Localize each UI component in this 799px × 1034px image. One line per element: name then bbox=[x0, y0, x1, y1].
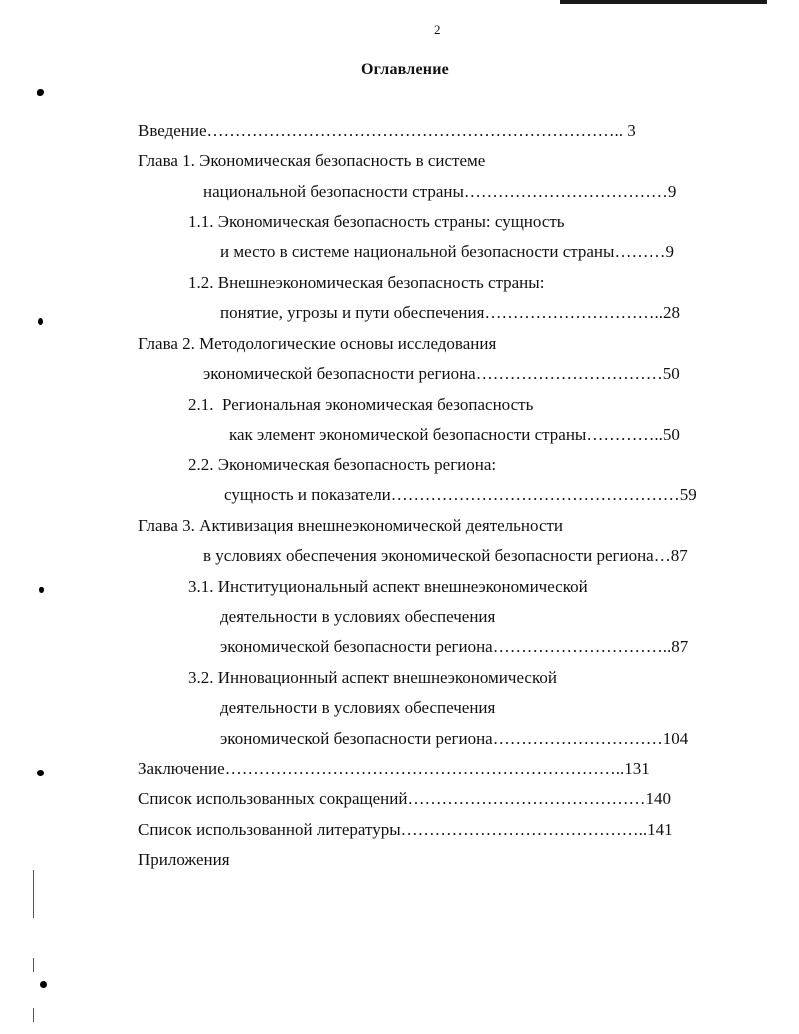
top-edge-rule bbox=[560, 0, 767, 4]
toc-entry-section-2-1-line-2: как элемент экономической безопасности страны…………..50 bbox=[229, 425, 680, 444]
toc-entry-chapter-3-line-1: Глава 3. Активизация внешнеэкономической деятельности bbox=[138, 516, 564, 535]
page-number: 2 bbox=[434, 22, 441, 37]
toc-entry-section-1-1-line-1: 1.1. Экономическая безопасность страны: сущность bbox=[188, 212, 565, 231]
toc-entry-section-1-1-line-2: и место в системе национальной безопасности страны………9 bbox=[220, 242, 674, 261]
page-title: Оглавление bbox=[361, 61, 449, 78]
toc-entry-section-3-2-line-2: деятельности в условиях обеспечения bbox=[220, 698, 496, 717]
scan-speck bbox=[37, 89, 44, 96]
toc-entry-section-2-1-line-1: 2.1. Региональная экономическая безопасность bbox=[188, 395, 534, 414]
scan-edge-line bbox=[33, 870, 34, 918]
toc-entry-references: Список использованной литературы……………………………………..141 bbox=[138, 820, 673, 839]
toc-entry-abbreviations: Список использованных сокращений……………………………………140 bbox=[138, 789, 671, 808]
scan-speck bbox=[40, 981, 47, 988]
toc-entry-section-3-2-line-1: 3.2. Инновационный аспект внешнеэкономической bbox=[188, 668, 557, 687]
toc-entry-chapter-2-line-2: экономической безопасности региона……………………………50 bbox=[203, 364, 680, 383]
toc-entry-section-1-2-line-2: понятие, угрозы и пути обеспечения…………………………..28 bbox=[220, 303, 680, 322]
scan-speck bbox=[39, 587, 44, 593]
toc-entry-conclusion: Заключение……………………………………………………………..131 bbox=[138, 759, 650, 778]
toc-entry-section-2-2-line-1: 2.2. Экономическая безопасность региона: bbox=[188, 455, 497, 474]
scan-edge-line bbox=[33, 1008, 34, 1022]
toc-entry-section-3-1-line-2: деятельности в условиях обеспечения bbox=[220, 607, 496, 626]
toc-entry-section-3-1-line-1: 3.1. Институциональный аспект внешнеэкономической bbox=[188, 577, 588, 596]
scan-edge-line bbox=[33, 958, 34, 972]
toc-entry-chapter-2-line-1: Глава 2. Методологические основы исследования bbox=[138, 334, 497, 353]
toc-entry-chapter-3-line-2: в условиях обеспечения экономической безопасности региона…87 bbox=[203, 546, 688, 565]
toc-entry-section-1-2-line-1: 1.2. Внешнеэкономическая безопасность страны: bbox=[188, 273, 545, 292]
toc-entry-chapter-1-line-1: Глава 1. Экономическая безопасность в системе bbox=[138, 151, 486, 170]
toc-entry-chapter-1-line-2: национальной безопасности страны………………………………9 bbox=[203, 182, 677, 201]
toc-entry-section-3-1-line-3: экономической безопасности региона…………………………..87 bbox=[220, 637, 689, 656]
toc-entry-appendices: Приложения bbox=[138, 850, 230, 869]
toc-entry-section-2-2-line-2: сущность и показатели……………………………………………59 bbox=[224, 485, 697, 504]
scan-speck bbox=[38, 318, 43, 325]
scan-speck bbox=[37, 770, 44, 776]
toc-entry-section-3-2-line-3: экономической безопасности региона…………………………104 bbox=[220, 729, 689, 748]
toc-entry-introduction: Введение……………………………………………………………….. 3 bbox=[138, 121, 636, 140]
